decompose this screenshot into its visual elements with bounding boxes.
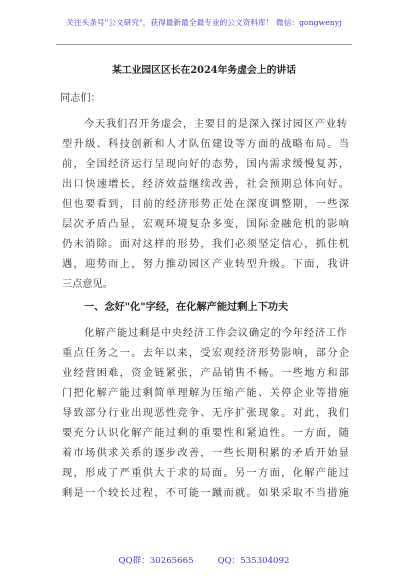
footer-contact [0, 554, 408, 566]
paragraph-line: 层次矛盾凸显，宏观环境复杂多变，国际金融危机的影响 [62, 219, 349, 230]
paragraph-line: 要充分认识化解产能过剩的重要性和紧迫性。一方面，随 [62, 428, 349, 439]
section-heading: 一、念好"化"字经，在化解产能过剩上下功夫 [84, 301, 289, 313]
paragraph-line: 型升级、科技创新和人才队伍建设等方面的战略布局。当 [62, 139, 349, 150]
paragraph-line: 遇，迎势而上，努力推动园区产业转型升级。下面，我讲 [62, 259, 349, 270]
paragraph-line: 剩是一个较长过程，不可能一蹴而就。如果采取不当措施 [62, 488, 349, 499]
salutation: 同志们： [60, 93, 101, 104]
document-title: 某工业园区区长在2024年务虚会上的讲话 [111, 65, 297, 76]
paragraph-line: 门把化解产能过剩简单理解为压缩产能、关停企业等措施 [62, 388, 349, 399]
paragraph-line: 仍未消除。面对这样的形势，我们必须坚定信心，抓住机 [62, 239, 349, 250]
paragraph-line: 前，全国经济运行呈现向好的态势，国内需求缓慢复苏， [62, 159, 349, 170]
paragraph-line: 但也要看到，目前的经济形势正处在深度调整期，一些深 [62, 199, 349, 210]
paragraph-line: 现，形成了严重供大于求的局面。另一方面，化解产能过 [62, 468, 349, 479]
paragraph-line: 今天我们召开务虚会，主要目的是深入探讨园区产业转 [84, 119, 347, 130]
header-divider [56, 44, 352, 45]
paragraph-line: 化解产能过剩是中央经济工作会议确定的今年经济工作 [84, 328, 347, 339]
paragraph-line: 业经营困难，资金链紧张，产品销售不畅。一些地方和部 [62, 368, 349, 379]
paragraph-line: 重点任务之一。去年以来，受宏观经济形势影响，部分企 [62, 348, 349, 359]
paragraph-line: 着市场供求关系的逐步改善，一些长期积累的矛盾开始显 [62, 448, 349, 459]
paragraph-line: 导致部分行业出现恶性竞争、无序扩张现象。对此，我们 [62, 408, 349, 419]
paragraph-line: 三点意见。 [62, 279, 113, 290]
paragraph-line: 出口快速增长，经济效益继续改善，社会预期总体向好。 [62, 179, 349, 190]
footer-qq: QQ：535304092 [217, 556, 290, 566]
footer-qq-group: QQ群：30265665 [118, 556, 194, 566]
header-banner: 关注头条号"公文研究"，获得最新最全最专业的公文资料库！ 微信：gongwenyj [66, 18, 342, 27]
